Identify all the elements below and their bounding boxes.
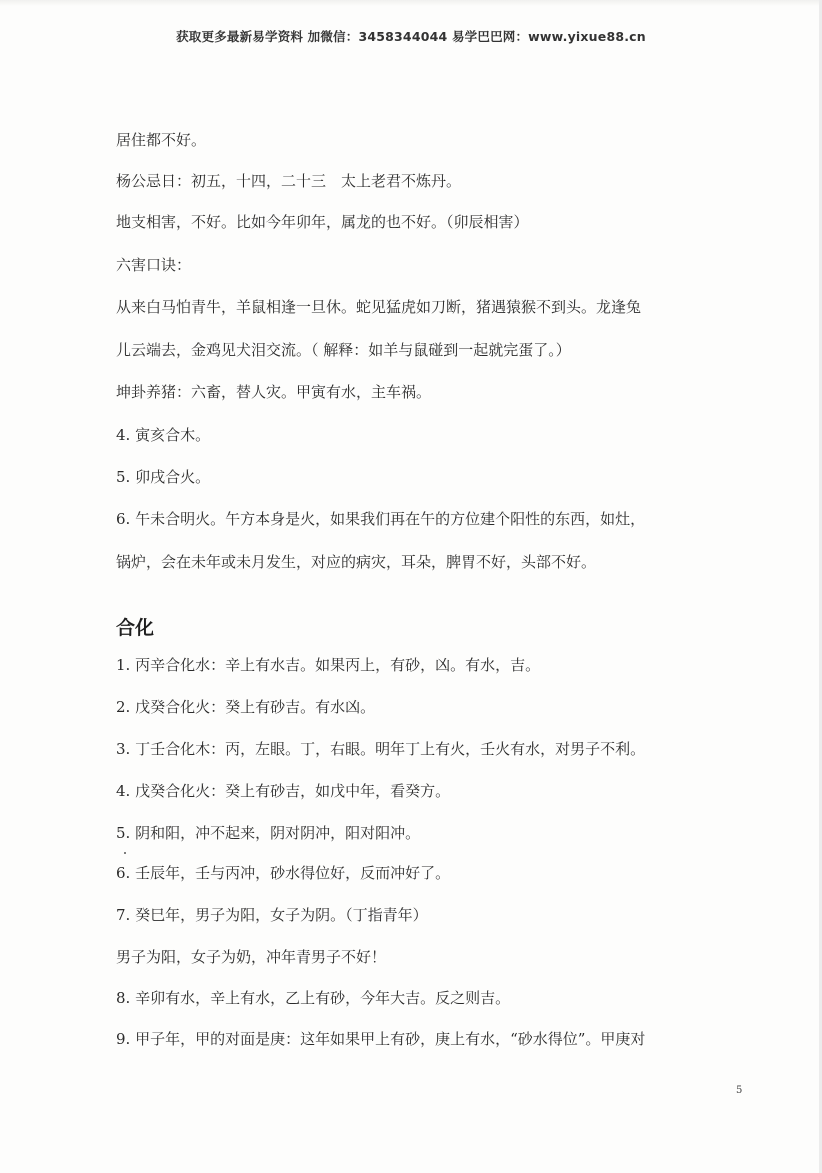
text-line: 锅炉，会在未年或未月发生，对应的病灾，耳朵，脾胃不好，头部不好。 [116, 553, 597, 571]
text-line: 地支相害，不好。比如今年卯年，属龙的也不好。（卯辰相害） [116, 213, 529, 231]
page-header-watermark: 获取更多最新易学资料 加微信：3458344044 易学巴巴网：www.yixue88.cn [176, 29, 646, 44]
text-line: 3. 丁壬合化木：丙，左眼。丁，右眼。明年丁上有火，壬火有水，对男子不利。 [116, 740, 646, 758]
text-line: 从来白马怕青牛，羊鼠相逢一旦休。蛇见猛虎如刀断，猪遇猿猴不到头。龙逢兔 [116, 298, 642, 316]
text-line: 5. 阴和阳，冲不起来，阴对阴冲，阳对阳冲。 [116, 824, 421, 842]
text-line: 六害口诀： [116, 256, 192, 274]
text-line: 8. 辛卯有水，辛上有水，乙上有砂，今年大吉。反之则吉。 [116, 989, 511, 1007]
text-line: 6. 壬辰年，壬与丙冲，砂水得位好，反而冲好了。 [116, 864, 451, 882]
text-line: 男子为阳，女子为奶，冲年青男子不好！ [116, 948, 387, 966]
text-line: 4. 寅亥合木。 [116, 426, 211, 444]
text-line: 4. 戊癸合化火：癸上有砂吉，如戊中年，看癸方。 [116, 782, 451, 800]
text-line: 坤卦养猪：六畜，替人灾。甲寅有水，主车祸。 [116, 383, 432, 401]
text-line: 1. 丙辛合化水：辛上有水吉。如果丙上，有砂，凶。有水，吉。 [116, 656, 541, 674]
section-heading-hehua: 合化 [116, 617, 155, 639]
scan-speck [124, 852, 126, 854]
text-line: 儿云端去，金鸡见犬泪交流。（ 解释：如羊与鼠碰到一起就完蛋了。） [116, 341, 571, 359]
text-line: 杨公忌日：初五，十四，二十三 太上老君不炼丹。 [116, 172, 462, 190]
scan-edge-noise [0, 0, 822, 6]
text-line: 居住都不好。 [116, 131, 207, 149]
text-line: 6. 午未合明火。午方本身是火，如果我们再在午的方位建个阳性的东西，如灶， [116, 510, 646, 528]
text-line: 7. 癸巳年，男子为阳，女子为阴。（丁指青年） [116, 906, 428, 924]
text-line: 5. 卯戌合火。 [116, 468, 211, 486]
page-number: 5 [736, 1085, 743, 1096]
text-line: 9. 甲子年，甲的对面是庚：这年如果甲上有砂，庚上有水，“砂水得位”。甲庚对 [116, 1030, 646, 1048]
text-line: 2. 戊癸合化火：癸上有砂吉。有水凶。 [116, 698, 376, 716]
